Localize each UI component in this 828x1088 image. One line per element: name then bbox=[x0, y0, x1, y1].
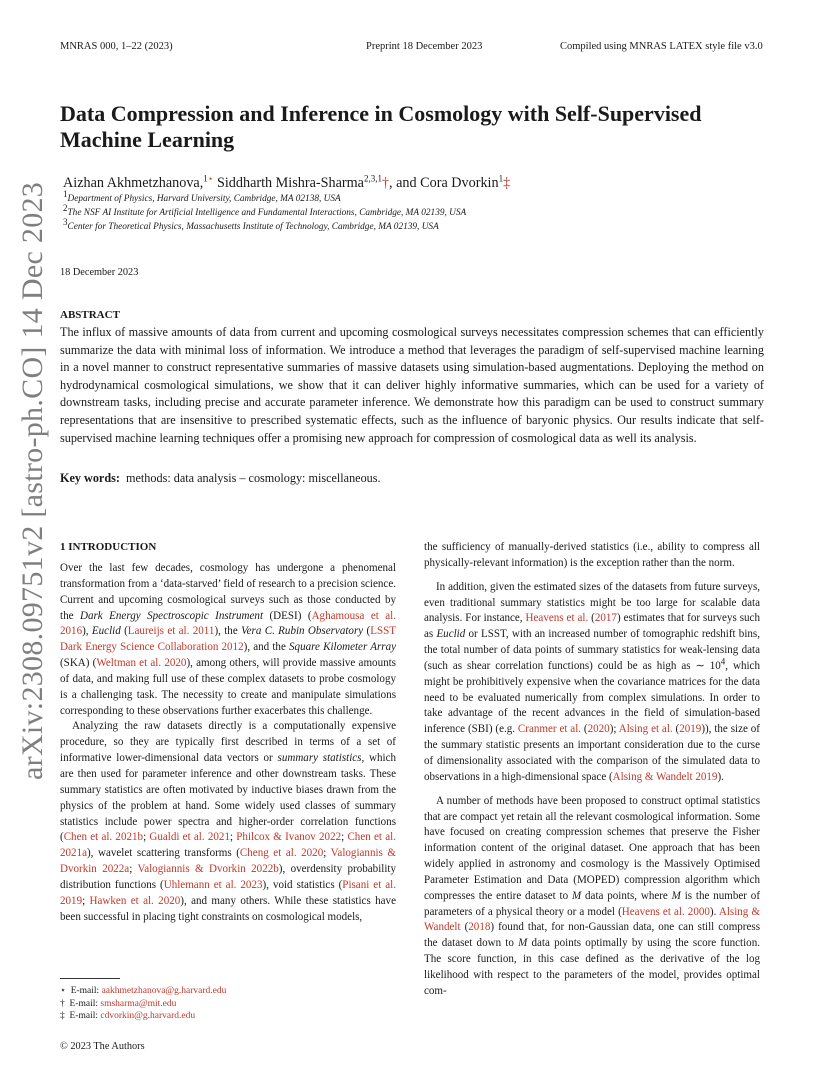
paragraph: In addition, given the estimated sizes of the datasets from future surveys, even traditional summary statistics might be too large for scalable data analysis. For instance, Heavens et al. (2017) estimates that for surveys such as Euclid or LSST, with an increased number of tomographic redshift bins, the total number of data points of summary statistics for weak-lensing data (such as shear correlation functions) could be as high as ∼ $10^4$, which might be prohibitively expensive when the covariance matrices for the data need to be evaluated numerically from complex simulations. In order to take advantage of the recent advances in the field of simulation-based inference (SBI) (e.g. Cranmer et al. (2020); Alsing et al. (2019)), the size of the summary statistic presents an important consideration due to the curse of dimensionality associated with the comparison of the simulated data to observations in a high-dimensional space (Alsing & Wandelt 2019). bbox=[424, 580, 760, 783]
footnote-rule bbox=[60, 978, 120, 979]
paper-date: 18 December 2023 bbox=[60, 267, 139, 278]
author-name: Siddharth Mishra-Sharma bbox=[216, 175, 364, 191]
citation-link[interactable]: Weltman et al. 2020 bbox=[96, 657, 187, 670]
citation-link[interactable]: Cheng et al. 2020 bbox=[239, 847, 324, 860]
citation-year-link[interactable]: 2020 bbox=[587, 723, 610, 736]
citation-year-link[interactable]: 2019 bbox=[679, 723, 702, 736]
keywords bbox=[60, 471, 381, 486]
footnote-mark-link[interactable]: ‡ bbox=[503, 175, 511, 191]
footnote-mark-link[interactable]: ⋆ bbox=[207, 173, 214, 184]
email-link[interactable]: smsharma@mit.edu bbox=[100, 998, 177, 1009]
keywords-text: methods: data analysis – cosmology: miscellaneous. bbox=[126, 471, 381, 485]
paper-title: Data Compression and Inference in Cosmology with Self-Supervised Machine Learning bbox=[60, 101, 702, 152]
affiliation bbox=[63, 217, 439, 233]
citation-link[interactable]: Uhlemann et al. 2023 bbox=[163, 878, 263, 891]
citation-link[interactable]: Gualdi et al. 2021 bbox=[149, 831, 230, 844]
citation-link[interactable]: Aghamousa et al. 2016 bbox=[60, 609, 397, 638]
affiliation bbox=[63, 203, 467, 219]
author-name: Aizhan Akhmetzhanova, bbox=[63, 175, 204, 191]
citation-link[interactable]: Philcox & Ivanov 2022 bbox=[236, 831, 342, 844]
footnote: † E-mail: smsharma@mit.edu bbox=[60, 998, 177, 1009]
paragraph: A number of methods have been proposed to construct optimal statistics that are compact yet retain all the relevant cosmological information. Some have focused on creating compression schemes that preserve the Fisher information content of the original dataset. One approach that has been widely applied in astronomy and cosmology is the Massively Optimised Parameter Estimation and Data (MOPED) compression algorithm which compresses the entire dataset to M data points, where M is the number of parameters of a physical theory or a model (Heavens et al. 2000). Alsing & Wandelt (2018) found that, for non-Gaussian data, one can still compress the dataset down to M data points optimally by using the score function. The score function, in this case defined as the derivative of the log likelihood with respect to the parameters of the model, provides optimal com- bbox=[424, 794, 761, 997]
running-header-right: Compiled using MNRAS LATEX style file v3.0 bbox=[560, 41, 763, 52]
author-name: , and Cora Dvorkin bbox=[389, 175, 499, 191]
footnote: ‡ E-mail: cdvorkin@g.harvard.edu bbox=[60, 1011, 196, 1021]
citation-link[interactable]: Valogiannis & Dvorkin 2022a bbox=[60, 847, 396, 876]
citation-link[interactable]: Chen et al. 2021b bbox=[63, 831, 144, 844]
citation-link[interactable]: Alsing & Wandelt bbox=[424, 905, 760, 934]
citation-link[interactable]: Cranmer et al. bbox=[517, 723, 582, 736]
citation-link[interactable]: Alsing & Wandelt 2019 bbox=[612, 770, 718, 783]
footnotes bbox=[60, 985, 390, 1023]
running-header-left: MNRAS 000, 1–22 (2023) bbox=[60, 41, 173, 52]
citation-link[interactable]: Valogiannis & Dvorkin 2022b bbox=[137, 863, 279, 876]
affiliation-text: Department of Physics, Harvard University, Cambridge, MA 02138, USA bbox=[67, 194, 341, 205]
arxiv-stamp: arXiv:2308.09751v2 [astro-ph.CO] 14 Dec 2023 bbox=[16, 181, 49, 780]
citation-link[interactable]: Laureijs et al. 2011 bbox=[127, 625, 215, 638]
paragraph: the sufficiency of manually-derived statistics (i.e., ability to compress all physically-relevant information) is the exception rather than the norm. bbox=[424, 541, 760, 569]
email-link[interactable]: aakhmetzhanova@g.harvard.edu bbox=[101, 986, 227, 996]
paragraph: Analyzing the raw datasets directly is a computationally expensive procedure, so they are typically first described in terms of a set of informative lower-dimensional data vectors or summary statistics, which are then used for parameter inference and other downstream tasks. These summary statistics are often motivated by inductive biases drawn from the physics of the problem at hand. Some widely used classes of summary statistics include power spectra and higher-order correlation functions (Chen et al. 2021b; Gualdi et al. 2021; Philcox & Ivanov 2022; Chen et al. 2021a), wavelet scattering transforms (Cheng et al. 2020; Valogiannis & Dvorkin 2022a; Valogiannis & Dvorkin 2022b), overdensity probability distribution functions (Uhlemann et al. 2023), void statistics (Pisani et al. 2019; Hawken et al. 2020), and many others. While these statistics have been successful in placing tight constraints on cosmological models, bbox=[60, 720, 397, 923]
footnote-mark-link[interactable]: † bbox=[381, 175, 390, 191]
affiliation-number: 1 bbox=[63, 189, 68, 199]
citation-link[interactable]: Hawken et al. 2020 bbox=[89, 894, 181, 907]
email-link[interactable]: cdvorkin@g.harvard.edu bbox=[100, 1011, 196, 1021]
section-heading: 1 INTRODUCTION bbox=[60, 541, 157, 553]
paragraph: Over the last few decades, cosmology has undergone a phenomenal transformation from a ‘data-starved’ field of research to a precision science. Current and upcoming cosmological surveys such as those conducted by the Dark Energy Spectroscopic Instrument (DESI) (Aghamousa et al. 2016), Euclid (Laureijs et al. 2011), the Vera C. Rubin Observatory (LSST Dark Energy Science Collaboration 2012), and the Square Kilometer Array (SKA) (Weltman et al. 2020), among others, will provide massive amounts of data, and making full use of these complex datasets to probe cosmology is a challenging task. The necessity to create and manipulate simulations corresponding to these observations further exacerbates this challenge. bbox=[60, 562, 397, 717]
citation-link[interactable]: Heavens et al. 2000 bbox=[621, 905, 710, 918]
copyright: © 2023 The Authors bbox=[60, 1041, 145, 1052]
affiliation-number: 3 bbox=[63, 217, 68, 227]
citation-link[interactable]: LSST Dark Energy Science Collaboration 2012 bbox=[60, 625, 396, 654]
abstract-heading: ABSTRACT bbox=[60, 309, 120, 321]
affiliation-number: 2 bbox=[63, 203, 68, 213]
abstract-text: The influx of massive amounts of data from current and upcoming cosmological surveys necessitates compression schemes that can efficiently summarize the data with minimal loss of information. We introduce a method that leverages the paradigm of self-supervised machine learning in a novel manner to construct representative summaries of massive datasets using simulation-based augmentations. Deploying the method on hydrodynamical cosmological simulations, we show that it can deliver highly informative summaries, which can be used for a variety of downstream tasks, including precise and accurate parameter inference. We demonstrate how this paradigm can be used to construct summary representations that are insensitive to prescribed systematic effects, such as the influence of baryonic physics. Our results indicate that self-supervised machine learning techniques offer a promising new approach for compression of cosmological data as well its analysis. bbox=[60, 325, 764, 445]
citation-year-link[interactable]: 2017 bbox=[594, 612, 617, 625]
keywords-label: Key words: bbox=[60, 471, 120, 485]
footnote: ⋆ E-mail: aakhmetzhanova@g.harvard.edu bbox=[60, 986, 227, 996]
right-column bbox=[424, 540, 760, 1000]
affiliation-ref: 1 bbox=[203, 173, 208, 184]
affiliation-text: Center for Theoretical Physics, Massachusetts Institute of Technology, Cambridge, MA 02139, USA bbox=[67, 222, 439, 233]
citation-link[interactable]: Heavens et al. bbox=[525, 612, 589, 625]
citation-link[interactable]: Pisani et al. 2019 bbox=[60, 878, 396, 907]
left-column bbox=[60, 561, 396, 925]
affiliation-text: The NSF AI Institute for Artificial Intelligence and Fundamental Interactions, Cambridge, MA 02139, USA bbox=[67, 208, 467, 219]
citation-link[interactable]: Alsing et al. bbox=[618, 723, 673, 736]
affiliation-ref: 1 bbox=[498, 173, 504, 184]
affiliation-ref: 2,3,1 bbox=[363, 173, 382, 184]
author-list bbox=[63, 175, 510, 192]
running-header-center: Preprint 18 December 2023 bbox=[366, 41, 483, 52]
citation-year-link[interactable]: 2018 bbox=[468, 921, 491, 934]
affiliation bbox=[63, 189, 341, 205]
citation-link[interactable]: Chen et al. 2021a bbox=[60, 831, 396, 860]
